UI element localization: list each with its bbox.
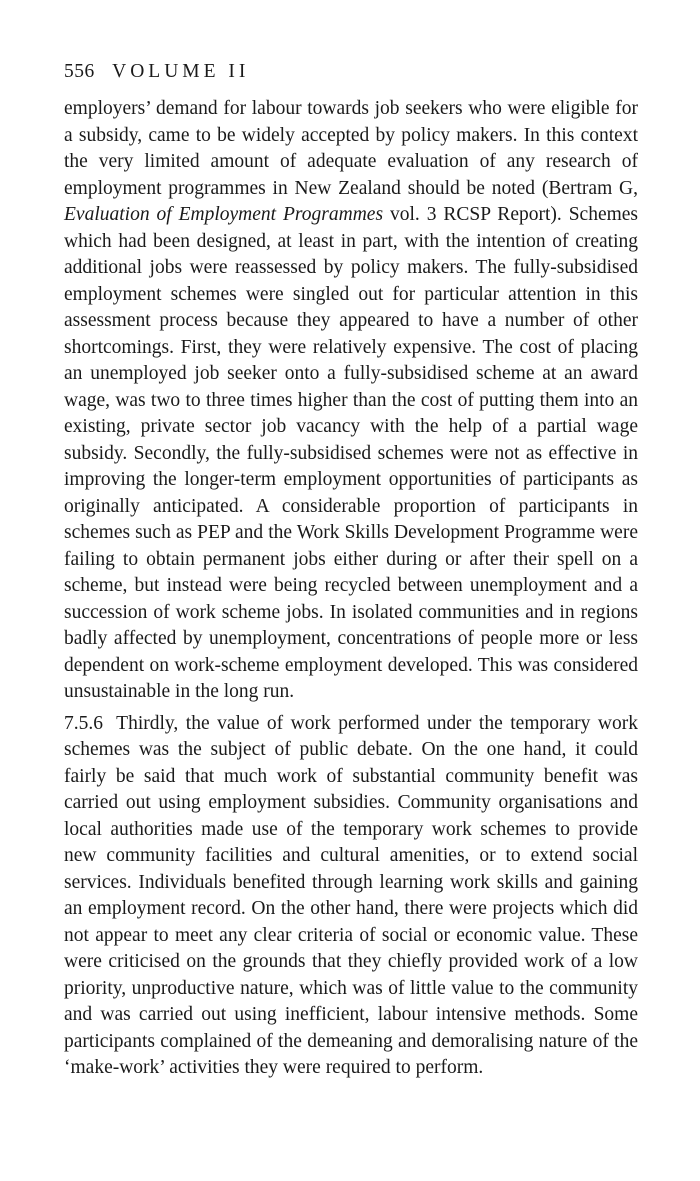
body-paragraph-1 xyxy=(64,96,638,706)
paragraph-1-text-start: employers’ demand for labour towards job seekers who were eligible for a subsidy, came to be widely accepted by policy makers. In this context the very limited amount of adequate evaluation of any research of employment programmes in New Zealand should be noted (Bertram G, xyxy=(64,98,638,199)
volume-label: VOLUME II xyxy=(112,61,250,82)
running-head xyxy=(64,58,638,86)
paragraph-2-text: Thirdly, the value of work performed under the temporary work schemes was the subject of public debate. On the one hand, it could fairly be said that much work of substantial community benefit was carried out using employment subsidies. Community organisations and local authorities made use of the temporary work schemes to provide new community facilities and cultural amenities, or to extend social services. Individuals benefited through learning work skills and gaining an employment record. On the other hand, there were projects which did not appear to meet any clear criteria of social or economic value. These were criticised on the grounds that they chiefly provided work of a low priority, unproductive nature, which was of little value to the community and was carried out using inefficient, labour intensive methods. Some participants complained of the demeaning and demoralising nature of the ‘make-work’ activities they were required to perform. xyxy=(64,712,638,1078)
body-paragraph-2 xyxy=(64,711,638,1082)
cited-work-title: Evaluation of Employment Programmes xyxy=(64,204,384,225)
paragraph-1-text-end: vol. 3 RCSP Report). Schemes which had been designed, at least in part, with the intention of creating additional jobs were reassessed by policy makers. The fully-subsidised employment schemes were singled out for particular attention in this assessment process because they appeared to have a number of other shortcomings. First, they were relatively expensive. The cost of placing an unemployed job seeker onto a fully-subsidised scheme at an award wage, was two to three times higher than the cost of putting them into an existing, private sector job vacancy with the help of a partial wage subsidy. Secondly, the fully-subsidised schemes were not as effective in improving the longer-term employment opportunities of participants as originally anticipated. A considerable proportion of participants in schemes such as PEP and the Work Skills Development Programme were failing to obtain permanent jobs either during or after their spell on a scheme, but instead were being recycled between unemployment and a succession of work scheme jobs. In isolated communities and in regions badly affected by unemployment, concentrations of people more or less dependent on work-scheme employment developed. This was considered unsustainable in the long run. xyxy=(64,204,639,702)
page-number: 556 xyxy=(64,61,95,82)
section-number: 7.5.6 xyxy=(64,712,103,734)
book-page xyxy=(64,58,638,1082)
